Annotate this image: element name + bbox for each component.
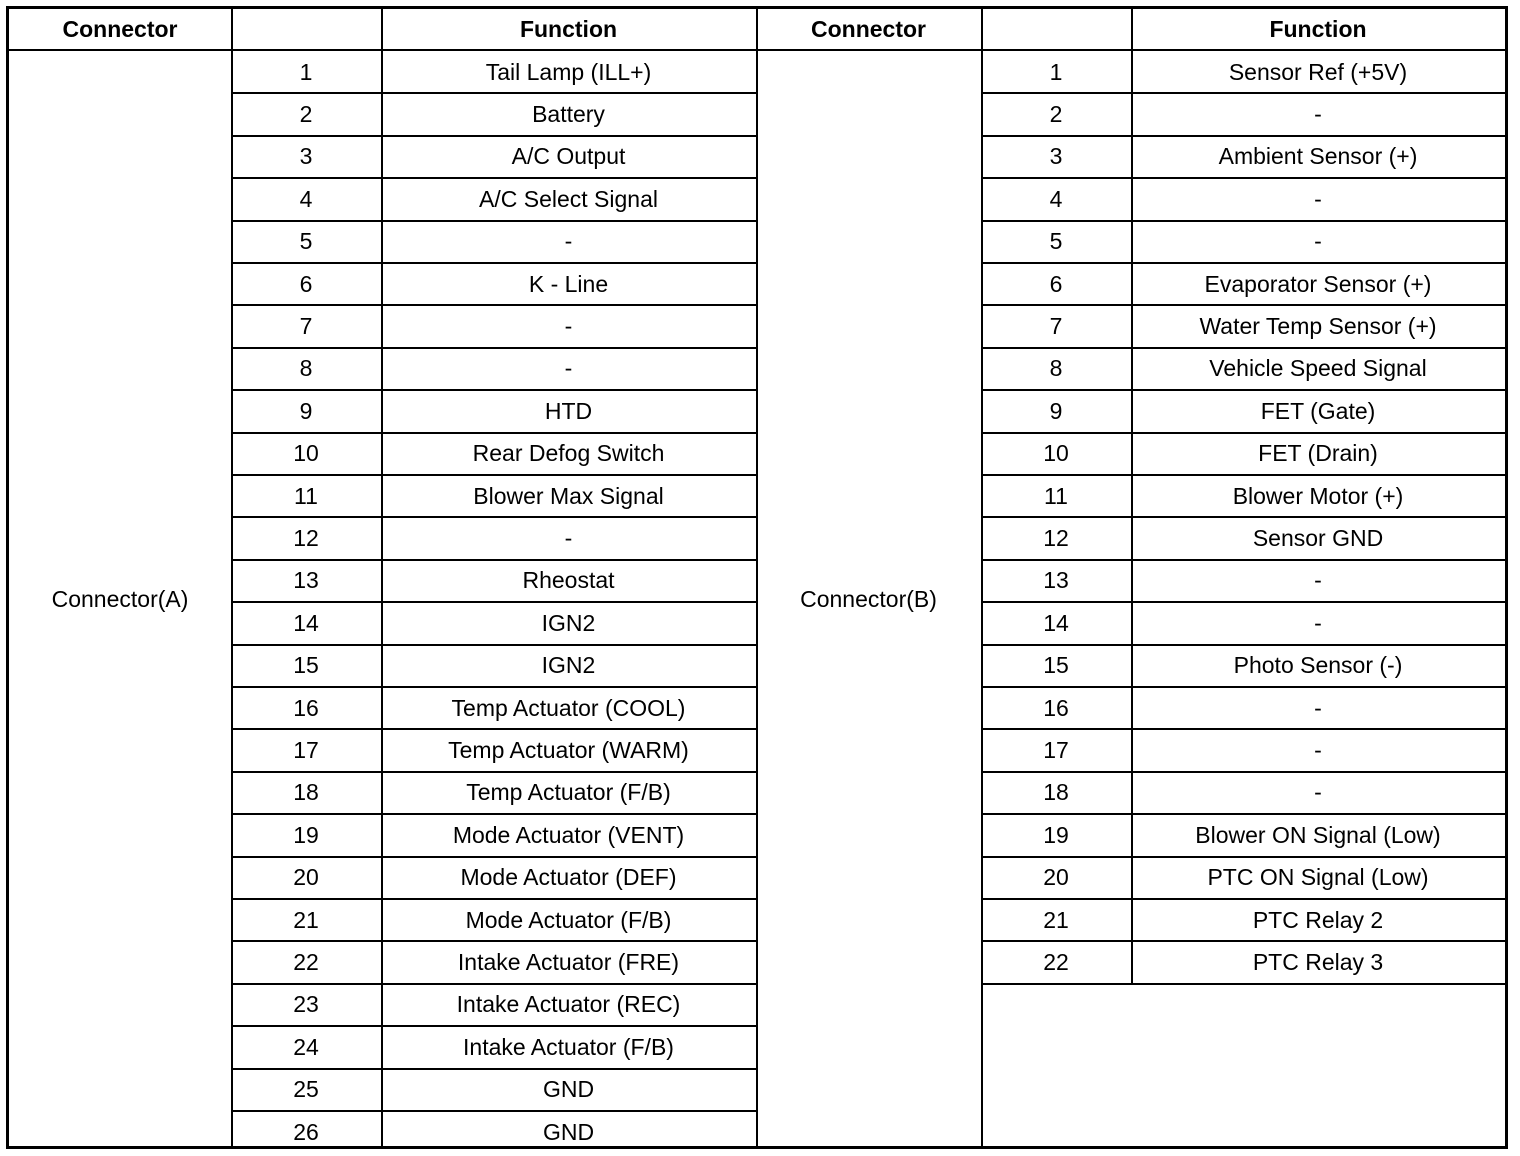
connector-b-pin-function: Water Temp Sensor (+) <box>1199 313 1437 340</box>
connector-b-pin-number: 18 <box>1043 779 1069 806</box>
connector-b-pin-number: 14 <box>1043 609 1069 636</box>
connector-b-row-divider <box>981 983 1505 985</box>
connector-b-pin-number: 12 <box>1043 525 1069 552</box>
connector-b-pin-function: Blower Motor (+) <box>1232 482 1404 509</box>
connector-a-pin-number: 3 <box>299 143 313 170</box>
header-pin-left <box>231 9 381 49</box>
connector-a-pin-number: 16 <box>293 694 319 721</box>
connector-b-pin-function: - <box>1314 101 1322 128</box>
connector-b-pin-function: Vehicle Speed Signal <box>1209 355 1427 382</box>
divider-connector-a <box>231 9 233 1147</box>
connector-a-pin-function: IGN2 <box>541 652 596 679</box>
connector-a-pin-number: 25 <box>293 1076 319 1103</box>
connector-a-pin-number: 26 <box>293 1118 319 1145</box>
header-connector-right: Connector <box>811 15 926 42</box>
connector-b-pin-function: Ambient Sensor (+) <box>1218 143 1418 170</box>
connector-a-pin-function: A/C Output <box>511 143 626 170</box>
connector-b-pin-number: 17 <box>1043 737 1069 764</box>
connector-b-pin-number: 11 <box>1044 482 1068 509</box>
connector-b-pin-number: 21 <box>1043 906 1069 933</box>
connector-a-pin-number: 14 <box>293 609 319 636</box>
connector-b-pin-function: Blower ON Signal (Low) <box>1195 821 1441 848</box>
connector-a-pin-number: 2 <box>299 101 313 128</box>
connector-a-pin-number: 13 <box>293 567 319 594</box>
connector-a-pin-function: Mode Actuator (DEF) <box>460 864 677 891</box>
connector-a-pin-number: 18 <box>293 779 319 806</box>
connector-b-pin-function: - <box>1314 185 1322 212</box>
connector-b-pin-number: 8 <box>1049 355 1063 382</box>
header-pin-right <box>981 9 1131 49</box>
divider-connector-b <box>981 9 983 1147</box>
connector-b-pin-number: 7 <box>1049 313 1063 340</box>
connector-a-pin-number: 11 <box>294 482 318 509</box>
connector-a-pin-number: 6 <box>299 270 313 297</box>
connector-a-pin-number: 7 <box>299 313 313 340</box>
connector-a-pin-number: 21 <box>293 906 319 933</box>
connector-b-pin-number: 15 <box>1043 652 1069 679</box>
connector-a-pin-function: Intake Actuator (REC) <box>456 991 681 1018</box>
connector-b-pin-number: 19 <box>1043 821 1069 848</box>
connector-a-pin-function: HTD <box>544 397 593 424</box>
connector-b-pin-number: 22 <box>1043 949 1069 976</box>
connector-a-pin-function: - <box>564 313 573 340</box>
connector-a-pin-number: 22 <box>293 949 319 976</box>
connector-b-pin-function: PTC Relay 3 <box>1252 949 1384 976</box>
connector-a-pin-function: Tail Lamp (ILL+) <box>485 58 652 85</box>
connector-a-pin-number: 15 <box>293 652 319 679</box>
header-connector-left: Connector <box>62 15 178 42</box>
connector-a-pin-function: Temp Actuator (F/B) <box>466 779 671 806</box>
connector-a-pin-number: 9 <box>299 397 313 424</box>
connector-a-pin-number: 20 <box>293 864 319 891</box>
connector-b-pin-function: - <box>1314 228 1322 255</box>
connector-b-pin-number: 10 <box>1043 440 1069 467</box>
connector-b-pin-number: 13 <box>1043 567 1069 594</box>
connector-b-pin-function: - <box>1314 609 1322 636</box>
header-function-left: Function <box>519 15 618 42</box>
connector-a-label: Connector(A) <box>51 585 189 612</box>
connector-a-pin-function: Temp Actuator (COOL) <box>451 694 686 721</box>
connector-b-pin-function: PTC ON Signal (Low) <box>1207 864 1429 891</box>
connector-b-label: Connector(B) <box>800 585 937 612</box>
connector-a-pin-function: GND <box>542 1076 595 1103</box>
connector-b-pin-function: - <box>1314 737 1322 764</box>
connector-a-pin-function: - <box>564 525 573 552</box>
connector-a-pin-number: 12 <box>293 525 319 552</box>
connector-a-pin-number: 4 <box>299 185 313 212</box>
connector-b-pin-number: 20 <box>1043 864 1069 891</box>
connector-a-pin-function: - <box>564 355 573 382</box>
connector-pinout-table <box>6 6 1508 1149</box>
divider-function-a <box>756 9 758 1147</box>
connector-a-pin-function: Intake Actuator (FRE) <box>457 949 680 976</box>
connector-a-pin-function: - <box>564 228 573 255</box>
connector-a-pin-function: Rear Defog Switch <box>472 440 665 467</box>
connector-b-pin-number: 5 <box>1049 228 1063 255</box>
connector-a-pin-function: K - Line <box>528 270 609 297</box>
connector-a-pin-function: Intake Actuator (F/B) <box>463 1033 674 1060</box>
connector-a-pin-function: A/C Select Signal <box>479 185 658 212</box>
connector-b-pin-function: Sensor GND <box>1252 525 1384 552</box>
connector-a-pin-function: Mode Actuator (F/B) <box>465 906 672 933</box>
connector-a-pin-function: Blower Max Signal <box>473 482 664 509</box>
connector-b-pin-number: 16 <box>1043 694 1069 721</box>
connector-b-pin-function: Photo Sensor (-) <box>1233 652 1403 679</box>
connector-a-pin-number: 5 <box>299 228 313 255</box>
divider-pin-b <box>1131 9 1133 983</box>
connector-a-pin-number: 8 <box>299 355 313 382</box>
connector-b-pin-function: - <box>1314 779 1322 806</box>
connector-a-pin-function: GND <box>542 1118 595 1145</box>
connector-a-pin-function: IGN2 <box>541 609 596 636</box>
connector-a-pin-number: 24 <box>293 1033 319 1060</box>
connector-a-pin-number: 17 <box>293 737 319 764</box>
header-function-right: Function <box>1269 15 1367 42</box>
divider-pin-a <box>381 9 383 1147</box>
connector-b-pin-number: 3 <box>1049 143 1063 170</box>
connector-b-pin-function: FET (Drain) <box>1258 440 1378 467</box>
connector-b-pin-function: - <box>1314 694 1322 721</box>
connector-b-pin-number: 9 <box>1049 397 1063 424</box>
connector-a-pin-function: Battery <box>532 101 605 128</box>
connector-a-pin-function: Rheostat <box>522 567 615 594</box>
connector-b-pin-number: 1 <box>1049 58 1063 85</box>
connector-b-pin-function: FET (Gate) <box>1260 397 1376 424</box>
connector-a-pin-number: 1 <box>299 58 313 85</box>
connector-b-pin-function: Evaporator Sensor (+) <box>1204 270 1432 297</box>
connector-b-pin-function: - <box>1314 567 1322 594</box>
connector-a-pin-function: Temp Actuator (WARM) <box>448 737 689 764</box>
connector-a-pin-number: 23 <box>293 991 319 1018</box>
connector-b-pin-function: PTC Relay 2 <box>1252 906 1384 933</box>
connector-b-pin-number: 4 <box>1049 185 1063 212</box>
connector-a-pin-function: Mode Actuator (VENT) <box>452 821 685 848</box>
connector-b-pin-number: 6 <box>1049 270 1063 297</box>
connector-b-pin-number: 2 <box>1049 101 1063 128</box>
connector-a-pin-number: 10 <box>293 440 319 467</box>
connector-b-pin-function: Sensor Ref (+5V) <box>1228 58 1408 85</box>
connector-a-pin-number: 19 <box>293 821 319 848</box>
